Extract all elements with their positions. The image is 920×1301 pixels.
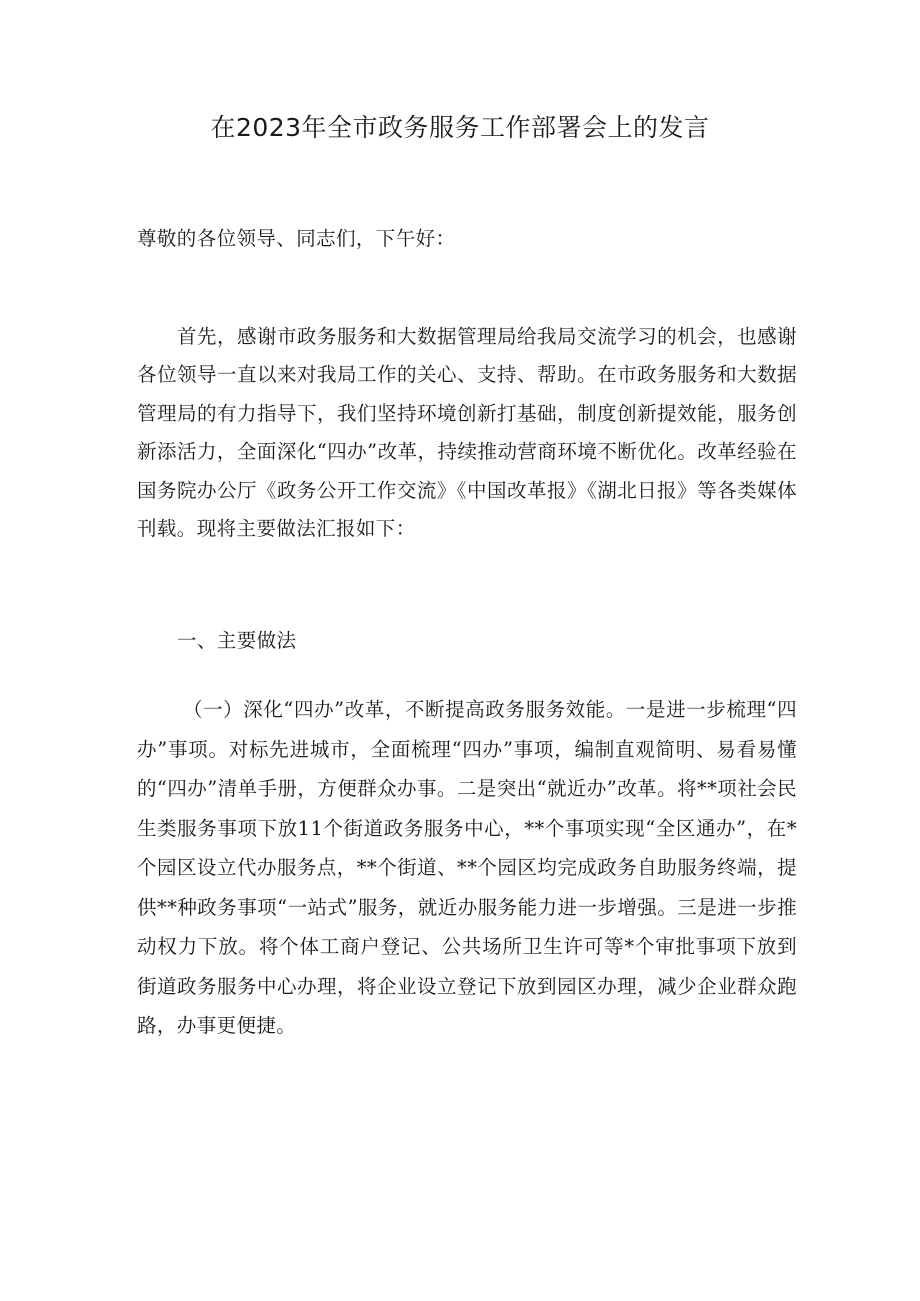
document-title: 在2023年全市政务服务工作部署会上的发言: [210, 113, 710, 142]
section-heading: 一、主要做法: [177, 629, 297, 652]
intro-paragraph: 首先，感谢市政务服务和大数据管理局给我局交流学习的机会，也感谢各位领导一直以来对我局工作的关心、支持、帮助。在市政务服务和大数据管理局的有力指导下，我们坚持环境创新打基础，制度创新提效能，服务创新添活力，全面深化“四办”改革，持续推动营商环境不断优化。改革经验在国务院办公厅《政务公开工作交流》《中国改革报》《湖北日报》等各类媒体刊载。现将主要做法汇报如下：: [137, 325, 797, 541]
greeting-line: 尊敬的各位领导、同志们，下午好：: [137, 227, 456, 250]
body-paragraph: （一）深化“四办”改革，不断提高政务服务效能。一是进一步梳理“四办”事项。对标先进城市，全面梳理“四办”事项，编制直观简明、易看易懂的“四办”清单手册，方便群众办事。二是突出“就近办”改革。将**项社会民生类服务事项下放11个街道政务服务中心，**个事项实现“全区通办”，在*个园区设立代办服务点，**个街道、**个园区均完成政务自助服务终端，提供**种政务事项“一站式”服务，就近办服务能力进一步增强。三是进一步推动权力下放。将个体工商户登记、公共场所卫生许可等*个审批事项下放到街道政务服务中心办理，将企业设立登记下放到园区办理，减少企业群众跑路，办事更便捷。: [137, 698, 797, 1037]
